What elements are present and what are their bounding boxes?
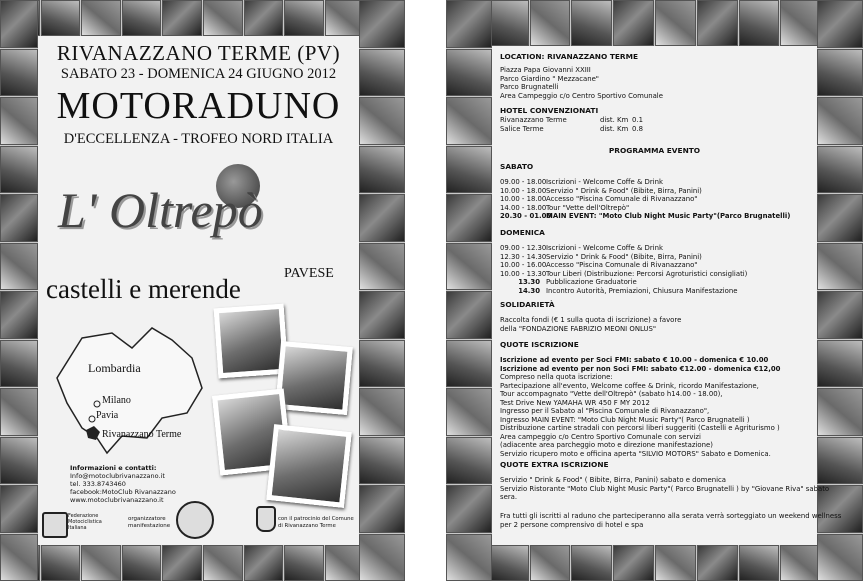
- schedule-desc: MAIN EVENT: "Moto Club Night Music Party"(Parco Brugnatelli): [546, 212, 791, 220]
- photo-thumb: [359, 49, 405, 97]
- photo-thumb: [0, 146, 38, 194]
- map-label-pavia: Pavia: [96, 410, 119, 421]
- photo-thumb: [697, 0, 738, 46]
- photo-thumb: [817, 534, 863, 581]
- flyer-panel: [38, 36, 359, 545]
- photo-thumb: [122, 0, 162, 36]
- photo-thumb: [359, 97, 405, 145]
- hotel-name: Rivanazzano Terme: [500, 116, 567, 124]
- photo-thumb: [446, 146, 492, 194]
- location-item: Parco Giardino " Mezzacane": [500, 74, 599, 83]
- footer-line: Fra tutti gli iscritti al raduno che parteciperanno alla serata verrà sorteggiato un weekend wellness: [500, 512, 842, 520]
- photo-thumb: [571, 0, 612, 46]
- schedule-time: 09.00 - 12.30: [500, 244, 547, 252]
- patronage-label: [278, 516, 354, 529]
- photo-strip-top: [446, 0, 863, 46]
- tagline: castelli e merende: [46, 274, 241, 304]
- photo-thumb: [488, 545, 529, 581]
- solidarieta-heading: SOLIDARIETÀ: [500, 300, 555, 309]
- photo-thumb: [359, 291, 405, 339]
- photo-thumb: [446, 388, 492, 436]
- flyer-back-page: [446, 0, 863, 581]
- extra-line: sera.: [500, 493, 518, 501]
- photo-thumb: [0, 340, 38, 388]
- schedule-row: [500, 278, 747, 287]
- photo-thumb: [0, 534, 38, 581]
- organizer-line: organizzatore: [128, 516, 166, 522]
- photo-thumb: [446, 437, 492, 485]
- photo-thumb: [817, 388, 863, 436]
- photo-thumb: [446, 0, 492, 48]
- photo-thumb: [613, 0, 654, 46]
- domenica-schedule: [500, 244, 747, 295]
- photo-thumb: [817, 49, 863, 97]
- programma-heading: PROGRAMMA EVENTO: [608, 146, 701, 155]
- schedule-row: [500, 261, 747, 270]
- photo-thumb: [446, 340, 492, 388]
- photo-strip-right: [359, 0, 405, 581]
- photo-thumb: [817, 97, 863, 145]
- photo-thumb: [817, 243, 863, 291]
- hotel-name: Salice Terme: [500, 124, 544, 133]
- contact-email: Info@motoclubrivanazzano.it: [70, 472, 165, 480]
- schedule-desc: Accesso "Piscina Comunale di Rivanazzano": [546, 195, 698, 203]
- schedule-time: 20.30 - 01.00: [500, 212, 552, 220]
- domenica-heading: DOMENICA: [500, 228, 545, 237]
- quote-price-non-soci: Iscrizione ad evento per non Soci FMI: sabato €12.00 - domenica €12,00: [500, 364, 781, 373]
- solidarieta-line: Raccolta fondi (€ 1 sulla quota di iscrizione) a favore: [500, 316, 682, 324]
- extra-heading: QUOTE EXTRA ISCRIZIONE: [500, 460, 609, 469]
- photo-thumb: [0, 194, 38, 242]
- quote-price-soci: Iscrizione ad evento per Soci FMI: sabato € 10.00 - domenica € 10.00: [500, 356, 769, 364]
- schedule-time: 14.30: [518, 286, 540, 295]
- schedule-time: 12.30 - 14.30: [500, 252, 547, 261]
- fmi-line: Italiana: [68, 525, 87, 531]
- solidarieta-line: della "FONDAZIONE FABRIZIO MEONI ONLUS": [500, 324, 657, 333]
- photo-thumb: [655, 0, 696, 46]
- photo-thumb: [655, 545, 696, 581]
- vineyard-photo: [266, 424, 352, 508]
- photo-strip-left: [446, 0, 492, 581]
- comune-crest: [256, 506, 276, 532]
- photo-thumb: [0, 243, 38, 291]
- photo-strip-bottom: [446, 545, 863, 581]
- photo-thumb: [446, 194, 492, 242]
- schedule-time: 09.00 - 18.00: [500, 178, 547, 186]
- photo-thumb: [0, 437, 38, 485]
- schedule-time: 10.00 - 18.00: [500, 186, 547, 195]
- map-label-rivanazzano: Rivanazzano Terme: [102, 429, 182, 440]
- sabato-schedule: [500, 178, 790, 221]
- photo-thumb: [244, 0, 284, 36]
- solidarieta-text: [500, 316, 681, 333]
- photo-thumb: [203, 0, 243, 36]
- fmi-label: [68, 513, 102, 531]
- photo-thumb: [162, 0, 202, 36]
- schedule-desc: Accesso "Piscina Comunale di Rivanazzano": [546, 261, 698, 269]
- photo-thumb: [244, 545, 284, 581]
- photo-thumb: [81, 545, 121, 581]
- hotel-heading: HOTEL CONVENZIONATI: [500, 106, 599, 115]
- location-list: [500, 66, 663, 100]
- event-subtitle: D'ECCELLENZA - TROFEO NORD ITALIA: [63, 131, 334, 147]
- brand-name: L' Oltrepò: [58, 182, 263, 238]
- footer-line: per 2 persone comprensivo di hotel e spa: [500, 520, 644, 529]
- photo-thumb: [284, 545, 324, 581]
- schedule-desc: Iscrizioni - Welcome Coffe & Drink: [546, 244, 663, 252]
- quote-line: (adiacente area parcheggio moto e direzione manifestazione): [500, 441, 713, 449]
- quote-line: Partecipazione all'evento, Welcome coffee & Drink, ricordo Manifestazione,: [500, 381, 759, 390]
- fmi-line: Federazione: [68, 513, 99, 519]
- photo-thumb: [613, 545, 654, 581]
- quote-line: Servizio ricupero moto e officina aperta "SILVIO MOTORS" Sabato e Domenica.: [500, 449, 771, 458]
- schedule-row: [500, 253, 747, 262]
- photo-thumb: [446, 291, 492, 339]
- schedule-desc: Tour Liberi (Distribuzione: Percorsi Agroturistici consigliati): [546, 269, 748, 278]
- location-heading: LOCATION: RIVANAZZANO TERME: [500, 52, 639, 61]
- castle-photo: [214, 304, 289, 379]
- schedule-row: [500, 204, 790, 213]
- organizer-label: [128, 516, 170, 529]
- quote-line: Ingresso MAIN EVENT: "Moto Club Night Music Party"( Parco Brugnatelli ): [500, 415, 750, 424]
- photo-strip-left: [0, 0, 38, 581]
- contact-website: www.motoclubrivanazzano.it: [70, 496, 164, 504]
- photo-thumb: [0, 485, 38, 533]
- photo-thumb: [446, 243, 492, 291]
- photo-thumb: [446, 485, 492, 533]
- photo-thumb: [780, 545, 821, 581]
- photo-thumb: [446, 534, 492, 581]
- event-location: RIVANAZZANO TERME (PV): [56, 41, 341, 65]
- photo-thumb: [359, 194, 405, 242]
- photo-thumb: [81, 0, 121, 36]
- schedule-row: [500, 287, 747, 296]
- hotel-list: [500, 116, 643, 133]
- contact-facebook: facebook:MotoClub Rivanazzano: [70, 488, 176, 496]
- schedule-time: 14.00 - 18.00: [500, 203, 547, 212]
- hotel-row: [500, 125, 643, 134]
- photo-thumb: [530, 0, 571, 46]
- photo-thumb: [41, 0, 81, 36]
- photo-thumb: [359, 243, 405, 291]
- schedule-time: 10.00 - 18.00: [500, 195, 547, 203]
- map-label-lombardia: Lombardia: [88, 361, 141, 375]
- fmi-logo: [42, 512, 68, 538]
- photo-thumb: [0, 0, 38, 48]
- schedule-desc: Servizio " Drink & Food" (Bibite, Birra, Panini): [546, 186, 702, 195]
- schedule-row: [500, 178, 790, 187]
- quote-heading: QUOTE ISCRIZIONE: [500, 340, 579, 349]
- program-panel: [492, 46, 842, 545]
- footer-note: [500, 512, 841, 529]
- photo-thumb: [359, 485, 405, 533]
- location-item: Parco Brugnatelli: [500, 83, 559, 91]
- schedule-row: [500, 270, 747, 279]
- extra-line: Servizio Ristorante "Moto Club Night Music Party"( Parco Brugnatelli ) by "Giovane Riva" sabato: [500, 484, 830, 493]
- photo-thumb: [359, 340, 405, 388]
- patronage-line: con il patrocinio del Comune: [278, 516, 354, 522]
- extra-details: [500, 476, 829, 502]
- quote-line: Test Drive New YAMAHA WR 450 F MY 2012: [500, 398, 650, 407]
- event-dates: SABATO 23 - DOMENICA 24 GIUGNO 2012: [60, 66, 337, 82]
- photo-thumb: [739, 545, 780, 581]
- schedule-desc: Incontro Autorità, Premiazioni, Chiusura Manifestazione: [546, 286, 738, 295]
- motoclub-logo: [176, 501, 214, 539]
- schedule-desc: Iscrizioni - Welcome Coffe & Drink: [546, 178, 663, 186]
- flyer-front-page: [0, 0, 405, 581]
- photo-thumb: [0, 97, 38, 145]
- photo-thumb: [359, 146, 405, 194]
- photo-thumb: [0, 291, 38, 339]
- location-item: Area Campeggio c/o Centro Sportivo Comunale: [500, 91, 663, 100]
- photo-thumb: [162, 545, 202, 581]
- quote-line: Ingresso per il Sabato al "Piscina Comunale di Rivanazzano",: [500, 407, 710, 415]
- brand-subtitle: PAVESE: [284, 266, 334, 281]
- photo-thumb: [817, 0, 863, 48]
- contact-phone: tel. 333.8743460: [70, 480, 126, 488]
- sabato-heading: SABATO: [500, 162, 534, 171]
- photo-thumb: [0, 49, 38, 97]
- quote-line: Compreso nella quota iscrizione:: [500, 373, 613, 381]
- location-item: Piazza Papa Giovanni XXIII: [500, 66, 591, 74]
- hotel-dist-label: dist. Km: [600, 124, 629, 133]
- schedule-row: [500, 244, 747, 253]
- photo-thumb: [122, 545, 162, 581]
- photo-thumb: [359, 388, 405, 436]
- photo-thumb: [697, 545, 738, 581]
- schedule-desc: Pubblicazione Graduatorie: [546, 278, 637, 286]
- photo-thumb: [41, 545, 81, 581]
- schedule-desc: Tour "Vette dell'Oltrepò": [546, 203, 630, 212]
- hotel-km: 0.1: [632, 116, 643, 124]
- photo-thumb: [571, 545, 612, 581]
- contact-heading: Informazioni e contatti:: [70, 464, 157, 472]
- photo-thumb: [780, 0, 821, 46]
- photo-thumb: [817, 146, 863, 194]
- photo-thumb: [359, 437, 405, 485]
- schedule-row: [500, 212, 790, 221]
- quote-line: Distribuzione cartine stradali con percorsi liberi suggeriti (Castelli e Agriturismo ): [500, 424, 780, 432]
- photo-thumb: [203, 545, 243, 581]
- photo-thumb: [488, 0, 529, 46]
- fmi-line: Motociclistica: [68, 519, 102, 525]
- hotel-row: [500, 116, 643, 125]
- rider-photo: [275, 341, 353, 415]
- quote-line: Area campeggio c/o Centro Sportivo Comunale con servizi: [500, 432, 701, 441]
- schedule-row: [500, 195, 790, 204]
- organizer-line: manifestazione: [128, 522, 171, 529]
- photo-thumb: [817, 194, 863, 242]
- photo-thumb: [446, 49, 492, 97]
- photo-strip-bottom: [0, 545, 405, 581]
- contact-info: [70, 464, 176, 504]
- schedule-time: 10.00 - 16.00: [500, 261, 547, 269]
- event-title: MOTORADUNO: [56, 85, 341, 127]
- schedule-time: 10.00 - 13.30: [500, 269, 547, 278]
- photo-strip-top: [0, 0, 405, 36]
- photo-thumb: [446, 97, 492, 145]
- photo-thumb: [359, 534, 405, 581]
- photo-thumb: [817, 340, 863, 388]
- schedule-desc: Servizio " Drink & Food" (Bibite, Birra, Panini): [546, 252, 702, 261]
- photo-thumb: [0, 388, 38, 436]
- extra-line: Servizio " Drink & Food" ( Bibite, Birra, Panini) sabato e domenica: [500, 476, 726, 484]
- photo-thumb: [359, 0, 405, 48]
- photo-thumb: [530, 545, 571, 581]
- schedule-time: 13.30: [518, 278, 540, 286]
- patronage-line: di Rivanazzano Terme: [278, 522, 336, 529]
- map-label-milano: Milano: [102, 395, 131, 406]
- quote-details: [500, 356, 780, 458]
- hotel-km: 0.8: [632, 124, 643, 133]
- schedule-row: [500, 187, 790, 196]
- hotel-dist-label: dist. Km: [600, 116, 629, 124]
- photo-thumb: [739, 0, 780, 46]
- photo-thumb: [284, 0, 324, 36]
- quote-line: Tour accompagnato "Vette dell'Oltrepò" (sabato h14.00 - 18.00),: [500, 390, 723, 398]
- photo-thumb: [817, 291, 863, 339]
